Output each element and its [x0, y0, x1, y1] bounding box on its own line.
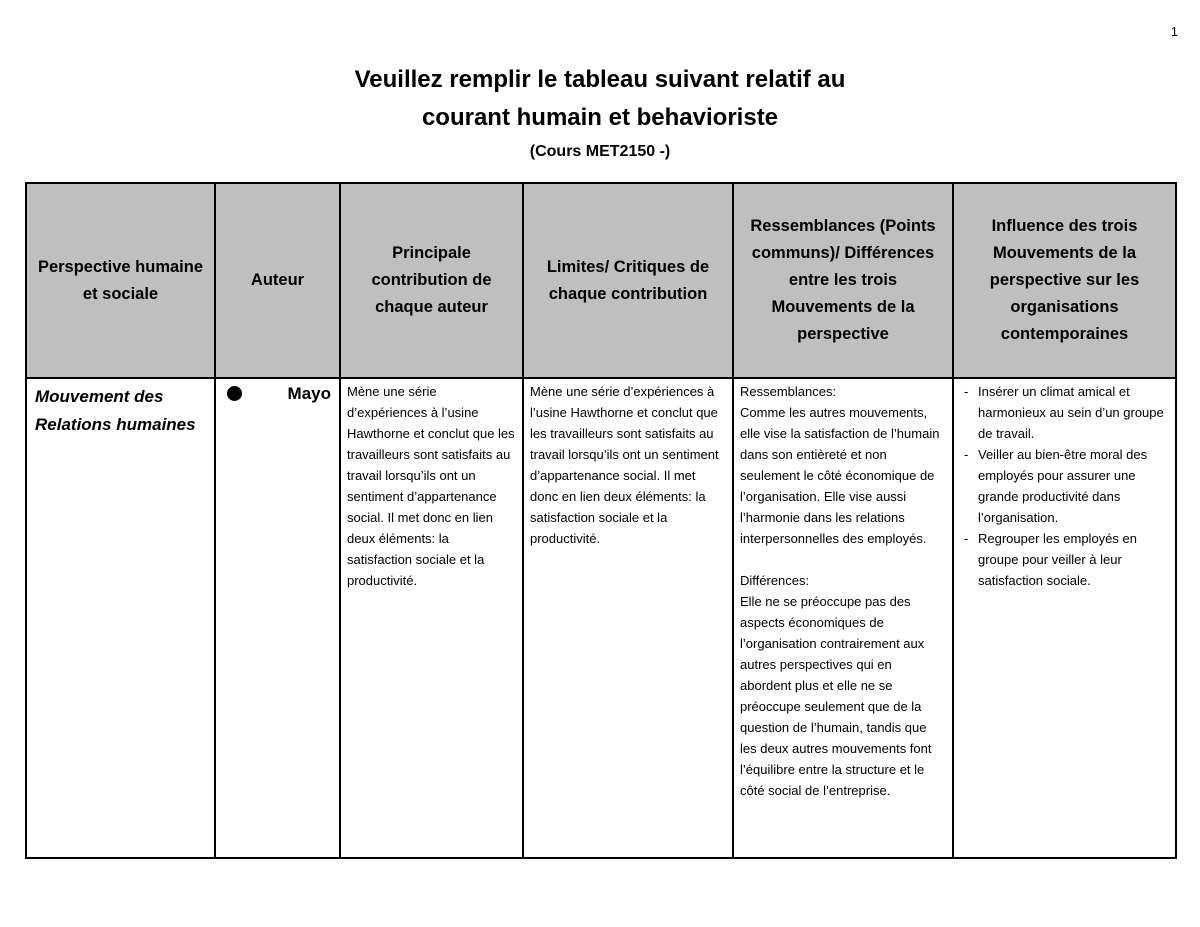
cell-limits: Mène une série d’expériences à l’usine Hawthorne et conclut que les travailleurs sont satisfaits au travail lorsqu’ils ont un sentiment d’appartenance social. Il met donc en lien deux éléments: la satisfaction sociale et la productivité.: [523, 378, 733, 858]
page-title-line-2: courant humain et behavioriste: [421, 104, 779, 131]
header-contribution: Principale contribution de chaque auteur: [340, 183, 523, 378]
cell-author: [215, 378, 340, 858]
differences-label: Différences:: [740, 573, 810, 588]
cell-similarities-differences: [733, 378, 953, 858]
page-number: 1: [1170, 24, 1178, 39]
bullet-icon: [227, 386, 242, 401]
header-perspective: Perspective humaine et sociale: [26, 183, 215, 378]
header-influence: Influence des trois Mouvements de la perspective sur les organisations contemporaines: [953, 183, 1176, 378]
header-limits: Limites/ Critiques de chaque contribution: [523, 183, 733, 378]
header-author: Auteur: [215, 183, 340, 378]
author-name: Mayo: [287, 384, 331, 403]
cell-perspective: Mouvement des Relations humaines: [26, 378, 215, 858]
similarities-label: Ressemblances:: [740, 384, 837, 399]
page-title-line-1: Veuillez remplir le tableau suivant relatif au: [354, 66, 846, 93]
header-similarities-differences: Ressemblances (Points communs)/ Différences entre les trois Mouvements de la perspective: [733, 183, 953, 378]
list-item: - Veiller au bien-être moral des employés pour assurer une grande productivité dans l’organisation.: [960, 444, 1169, 528]
cell-influence: [953, 378, 1176, 858]
similarities-text: Comme les autres mouvements, elle vise la satisfaction de l’humain dans son entièreté et non seulement le côté économique de l’organisation. Elle vise aussi l’harmonie dans les relations interpersonnelles des employés.: [740, 405, 940, 546]
list-item: - Regrouper les employés en groupe pour veiller à leur satisfaction sociale.: [960, 528, 1169, 591]
influence-list: [960, 381, 1169, 591]
table-row: [26, 378, 1176, 858]
page-subtitle: (Cours MET2150 -): [529, 143, 671, 160]
differences-text: Elle ne se préoccupe pas des aspects économiques de l’organisation contrairement aux autres perspectives qui en abordent plus et elle ne se préoccupe seulement que de la question de l’humain, tandis que les deux autres mouvements font l’équilibre entre la structure et le côté social de l’entreprise.: [740, 594, 932, 798]
list-item: - Insérer un climat amical et harmonieux au sein d’un groupe de travail.: [960, 381, 1169, 444]
table-header-row: [26, 183, 1176, 378]
cell-contribution: Mène une série d’expériences à l’usine Hawthorne et conclut que les travailleurs sont satisfaits au travail lorsqu’ils ont un sentiment d’appartenance social. Il met donc en lien deux éléments: la satisfaction sociale et la productivité.: [340, 378, 523, 858]
course-table: [25, 182, 1177, 859]
